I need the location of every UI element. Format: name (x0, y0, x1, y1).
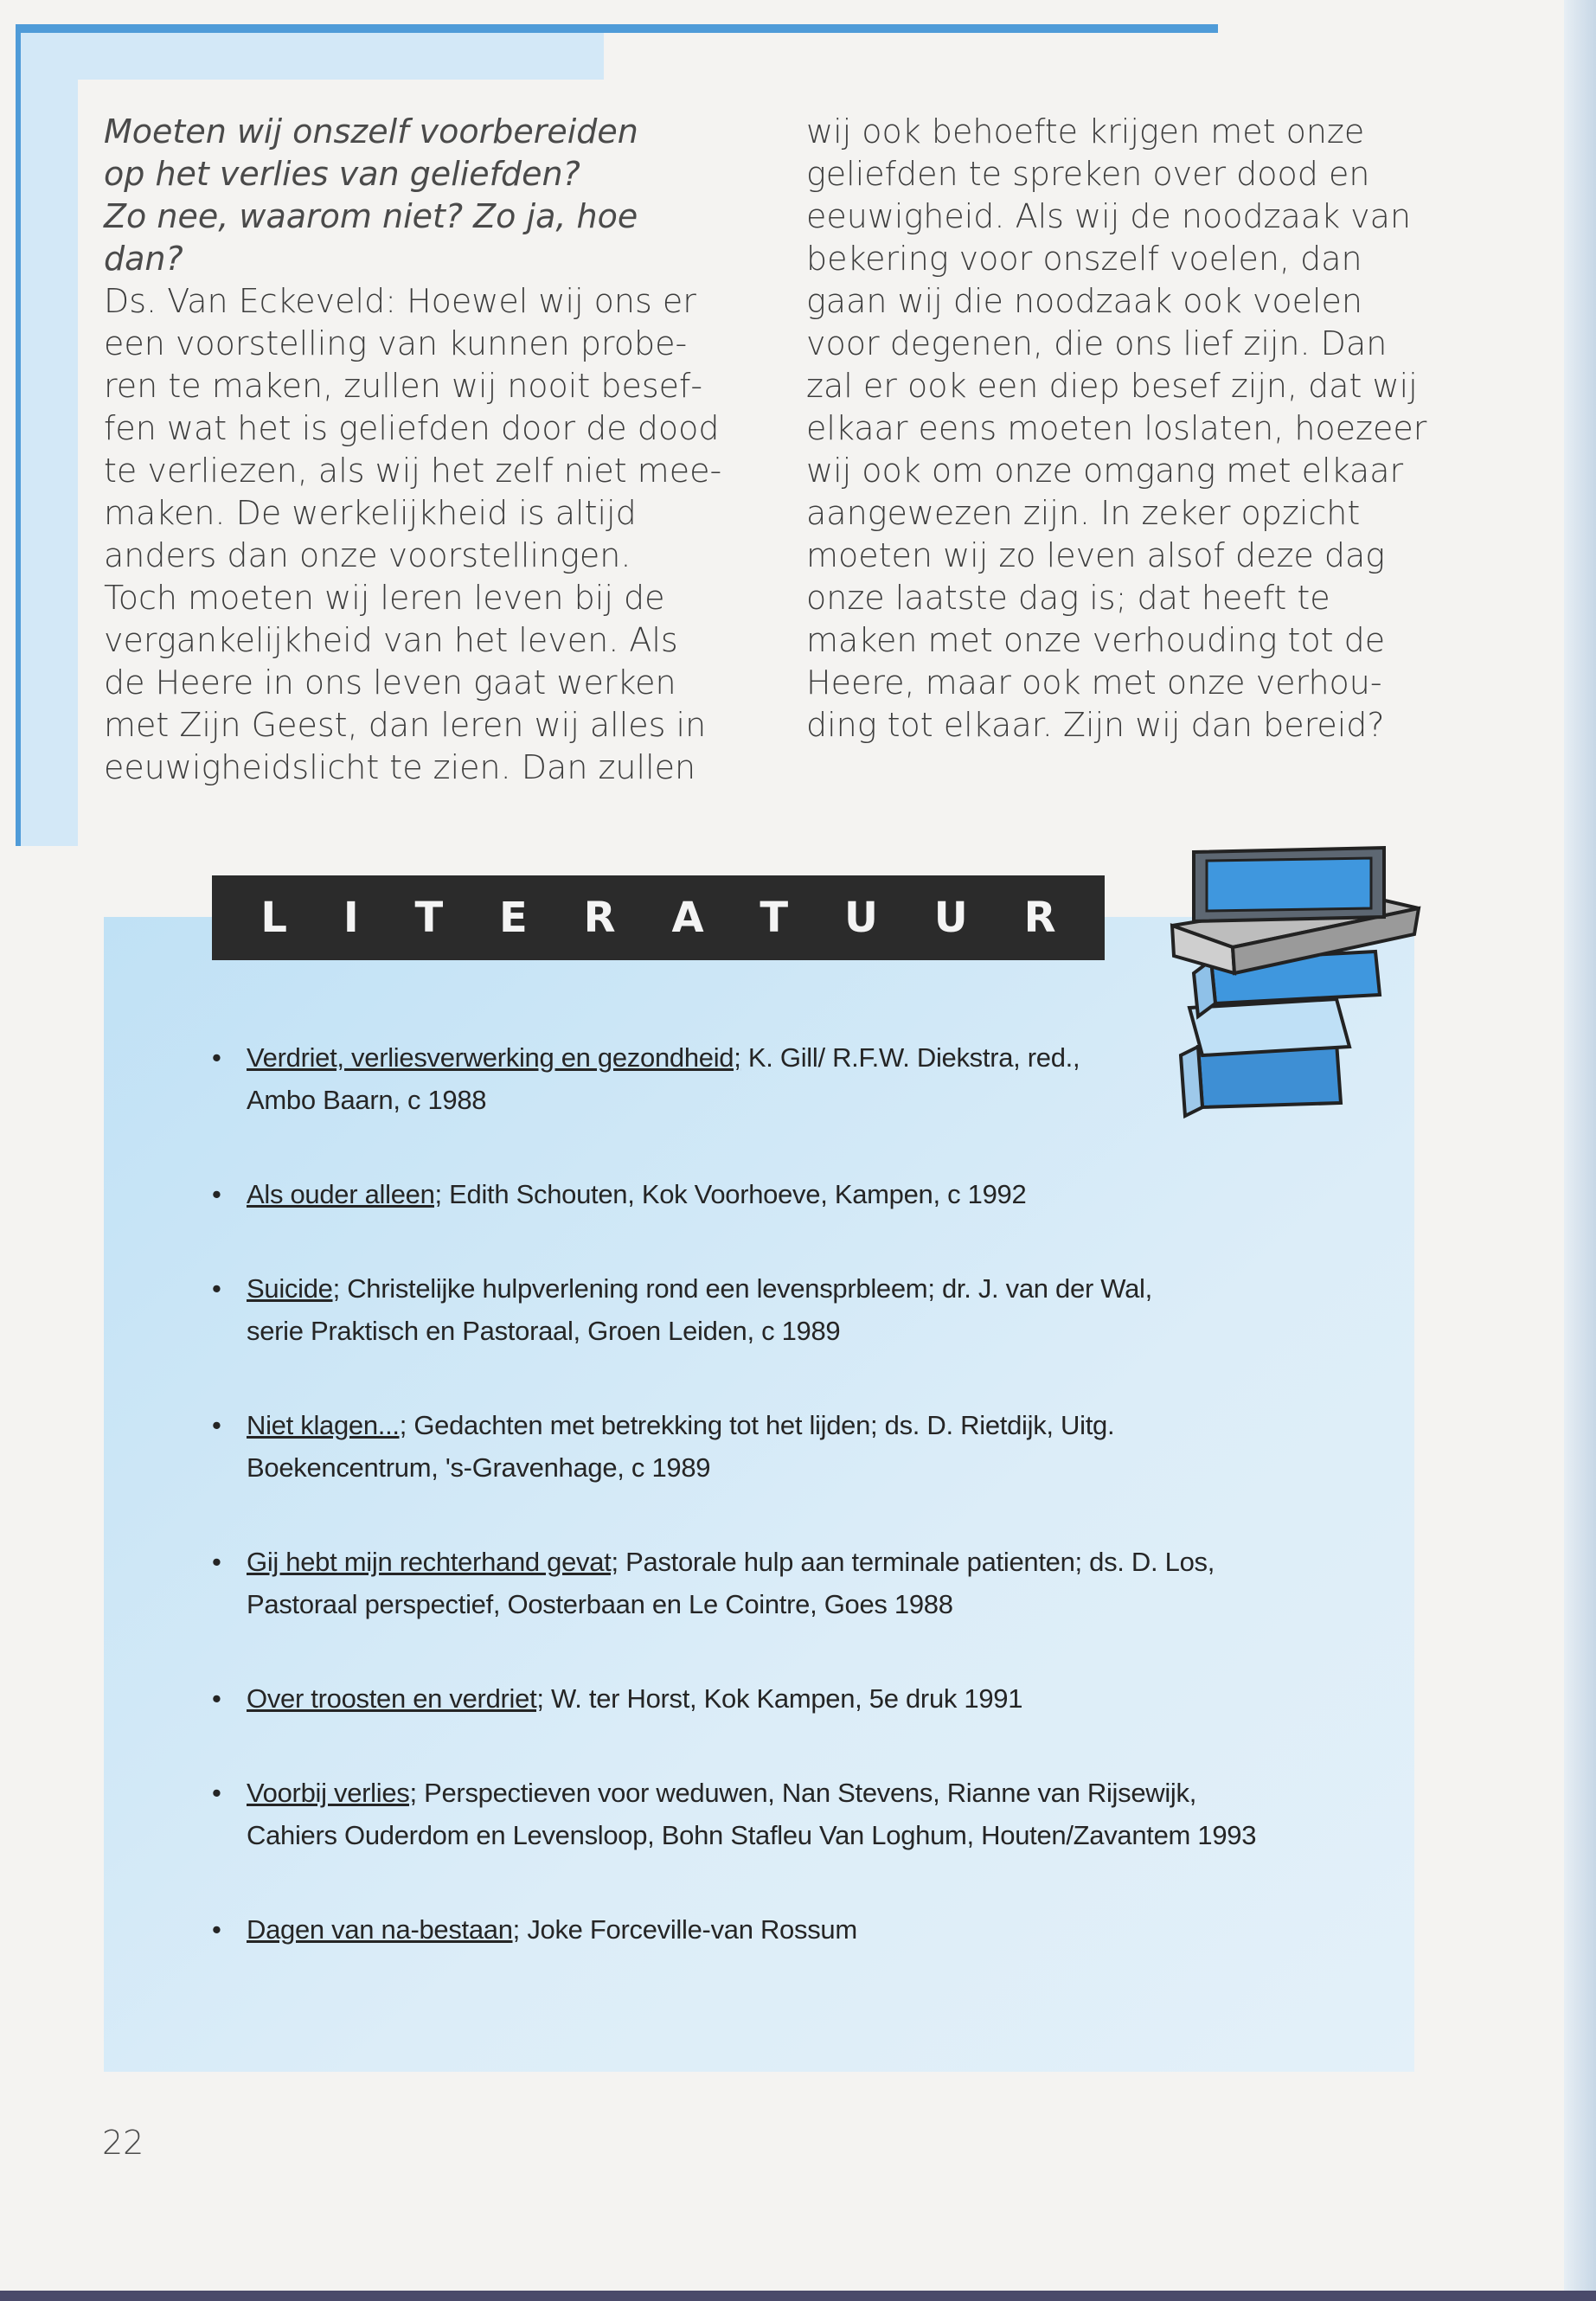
answer-line: elkaar eens moeten loslaten, hoezeer (806, 409, 1427, 447)
reference-details: Gedachten met betrekking tot het lijden; ds. D. Rietdijk, Uitg. (407, 1410, 1115, 1440)
bottom-edge (0, 2291, 1596, 2301)
left-column (104, 111, 744, 789)
reference-title: Voorbij verlies; (247, 1778, 417, 1808)
page-edge (1564, 0, 1596, 2301)
reference-details-cont: Boekencentrum, 's-Gravenhage, c 1989 (247, 1452, 711, 1483)
answer-line: met Zijn Geest, dan leren wij alles in (104, 706, 707, 744)
heading-letter: R (583, 894, 616, 942)
answer-line: fen wat het is geliefden door de dood (104, 409, 720, 447)
answer-line: aangewezen zijn. In zeker opzicht (806, 494, 1361, 532)
reference-item (212, 1404, 1336, 1489)
heading-letter: U (843, 894, 878, 942)
answer-line: Ds. Van Eckeveld: Hoewel wij ons er (104, 282, 696, 320)
question-line: op het verlies van geliefden? (104, 155, 580, 193)
answer-line: een voorstelling van kunnen probe- (104, 324, 688, 362)
answer-line: eeuwigheidslicht te zien. Dan zullen (104, 748, 696, 786)
reference-title: Dagen van na-bestaan; (247, 1914, 520, 1945)
reference-item (212, 1677, 1336, 1720)
heading-letter: U (933, 894, 968, 942)
bullet: • (212, 1547, 221, 1577)
reference-item (212, 1036, 1336, 1121)
bullet: • (212, 1683, 221, 1714)
left-accent-line (16, 24, 21, 846)
answer-line: zal er ook een diep besef zijn, dat wij (806, 367, 1418, 405)
answer-line: wij ook om onze omgang met elkaar (806, 452, 1404, 490)
bullet: • (212, 1778, 221, 1808)
answer-line: Toch moeten wij leren leven bij de (104, 579, 665, 617)
page-number: 22 (102, 2124, 144, 2162)
question-line: Zo nee, waarom niet? Zo ja, hoe (104, 197, 638, 235)
heading-letter: R (1023, 894, 1056, 942)
answer-line: gaan wij die noodzaak ook voelen (806, 282, 1362, 320)
reference-item (212, 1541, 1336, 1625)
answer-line: geliefden te spreken over dood en (806, 155, 1370, 193)
reference-title: Gij hebt mijn rechterhand gevat; (247, 1547, 619, 1577)
answer-line: wij ook behoefte krijgen met onze (806, 112, 1365, 151)
answer-line: moeten wij zo leven alsof deze dag (806, 536, 1386, 574)
reference-title: Over troosten en verdriet; (247, 1683, 544, 1714)
question-line: Moeten wij onszelf voorbereiden (104, 112, 638, 151)
answer-line: Heere, maar ook met onze verhou- (806, 663, 1382, 702)
reference-details-cont: Ambo Baarn, c 1988 (247, 1085, 487, 1115)
answer-line: voor degenen, die ons lief zijn. Dan (806, 324, 1388, 362)
reference-title: Suicide; (247, 1273, 340, 1304)
reference-details-cont: serie Praktisch en Pastoraal, Groen Leiden, c 1989 (247, 1316, 841, 1346)
reference-item (212, 1772, 1336, 1856)
bullet: • (212, 1914, 221, 1945)
reference-item (212, 1173, 1336, 1215)
answer-line: vergankelijkheid van het leven. Als (104, 621, 678, 659)
reference-item (212, 1267, 1336, 1352)
reference-title: Als ouder alleen; (247, 1179, 442, 1209)
answer-line: maken. De werkelijkheid is altijd (104, 494, 637, 532)
reference-details: K. Gill/ R.F.W. Diekstra, red., (740, 1042, 1080, 1073)
bullet: • (212, 1273, 221, 1304)
top-decor-band (16, 31, 604, 80)
answer-line: bekering voor onszelf voelen, dan (806, 240, 1362, 278)
reference-details-cont: Pastoraal perspectief, Oosterbaan en Le Cointre, Goes 1988 (247, 1589, 953, 1619)
heading-letter: L (260, 894, 287, 942)
bullet: • (212, 1179, 221, 1209)
reference-item (212, 1908, 1336, 1951)
reference-title: Niet klagen...; (247, 1410, 407, 1440)
answer-line: ren te maken, zullen wij nooit besef- (104, 367, 703, 405)
answer-line: onze laatste dag is; dat heeft te (806, 579, 1330, 617)
bullet: • (212, 1042, 221, 1073)
answer-line: anders dan onze voorstellingen. (104, 536, 631, 574)
answer-line: de Heere in ons leven gaat werken (104, 663, 676, 702)
reference-details: W. ter Horst, Kok Kampen, 5e druk 1991 (543, 1683, 1023, 1714)
reference-details: Joke Forceville-van Rossum (520, 1914, 857, 1945)
reference-details: Perspectieven voor weduwen, Nan Stevens, Rianne van Rijsewijk, (416, 1778, 1197, 1808)
reference-list (212, 1036, 1336, 2003)
question-line: dan? (104, 240, 183, 278)
heading-letter: T (414, 894, 444, 942)
reference-details-cont: Cahiers Ouderdom en Levensloop, Bohn Stafleu Van Loghum, Houten/Zavantem 1993 (247, 1820, 1257, 1850)
reference-details: Edith Schouten, Kok Voorhoeve, Kampen, c 1992 (441, 1179, 1027, 1209)
heading-letter: I (343, 894, 359, 942)
reference-details: Pastorale hulp aan terminale patienten; ds. D. Los, (618, 1547, 1215, 1577)
answer-line: eeuwigheid. Als wij de noodzaak van (806, 197, 1412, 235)
answer (104, 280, 744, 789)
reference-details: Christelijke hulpverlening rond een levensprbleem; dr. J. van der Wal, (339, 1273, 1152, 1304)
right-column (806, 111, 1429, 747)
left-decor-band (16, 31, 78, 846)
literature-heading (212, 875, 1105, 960)
heading-letter: E (499, 894, 528, 942)
answer-continued (806, 111, 1429, 747)
top-accent-line (16, 24, 1218, 33)
answer-line: maken met onze verhouding tot de (806, 621, 1386, 659)
question (104, 111, 744, 280)
answer-line: te verliezen, als wij het zelf niet mee- (104, 452, 722, 490)
heading-letter: T (760, 894, 789, 942)
heading-letter: A (671, 894, 704, 942)
bullet: • (212, 1410, 221, 1440)
answer-line: ding tot elkaar. Zijn wij dan bereid? (806, 706, 1385, 744)
reference-title: Verdriet, verliesverwerking en gezondheid; (247, 1042, 741, 1073)
